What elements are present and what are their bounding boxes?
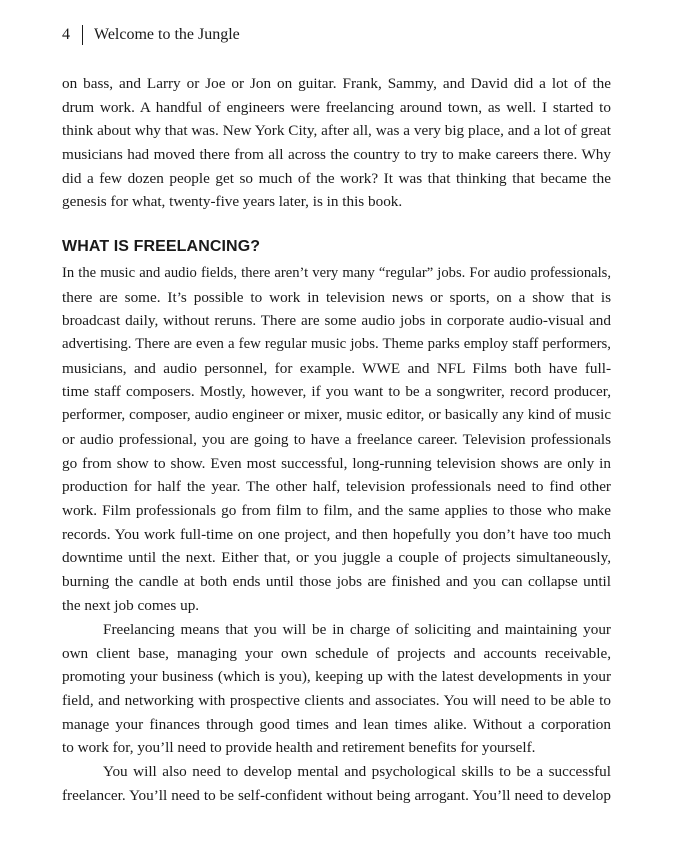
text-line: advertising. There are even a few regular music jobs. Theme parks employ staff performers, bbox=[62, 336, 611, 353]
text-line: go from show to show. Even most successful, long-running television shows are only in bbox=[62, 454, 611, 472]
text-line: downtime until the next. Either that, or you juggle a couple of projects simultaneously, bbox=[62, 549, 611, 567]
text-line: time staff composers. Mostly, however, if you want to be a songwriter, record producer, bbox=[62, 383, 611, 401]
header-divider bbox=[82, 25, 83, 45]
paragraph-2 bbox=[62, 618, 611, 760]
text-line: field, and networking with prospective clients and associates. You will need to be able to bbox=[62, 692, 611, 710]
text-line: Freelancing means that you will be in charge of soliciting and maintaining your bbox=[103, 621, 611, 638]
running-head bbox=[62, 25, 240, 45]
text-line: to work for, you’ll need to provide health and retirement benefits for yourself. bbox=[62, 739, 536, 757]
chapter-title: Welcome to the Jungle bbox=[94, 26, 240, 43]
text-line: performer, composer, audio engineer or mixer, music editor, or basically any kind of music bbox=[62, 407, 611, 424]
text-line: burning the candle at both ends until those jobs are finished and you can collapse until bbox=[62, 572, 611, 590]
text-line: manage your finances through good times and lean times alike. Without a corporation bbox=[62, 715, 611, 733]
text-line: own client base, managing your own schedule of projects and accounts receivable, bbox=[62, 644, 611, 662]
text-line: musicians had moved there from all across the country to try to make careers there. Why bbox=[62, 146, 611, 164]
paragraph-1 bbox=[62, 262, 611, 617]
text-line: production for half the year. The other half, television professionals need to find other bbox=[62, 478, 611, 496]
text-line: there are some. It’s possible to work in television news or sports, on a show that is bbox=[62, 288, 611, 306]
text-line: drum work. A handful of engineers were freelancing around town, as well. I started to bbox=[62, 98, 611, 116]
text-line: In the music and audio fields, there aren’t very many “regular” jobs. For audio professionals, bbox=[62, 265, 611, 281]
text-line: You will also need to develop mental and psychological skills to be a successful bbox=[103, 763, 611, 780]
text-line: work. Film professionals go from film to film, and the same applies to those who make bbox=[62, 501, 611, 519]
text-line: on bass, and Larry or Joe or Jon on guitar. Frank, Sammy, and David did a lot of the bbox=[62, 75, 611, 92]
text-line: did a few dozen people get so much of the work? It was that thinking that became the bbox=[62, 169, 611, 187]
section-heading: WHAT IS FREELANCING? bbox=[62, 238, 261, 255]
text-line: freelancer. You’ll need to be self-confident without being arrogant. You’ll need to develop bbox=[62, 786, 611, 804]
text-line: or audio professional, you are going to have a freelance career. Television professionals bbox=[62, 430, 611, 448]
text-line: musicians, and audio personnel, for example. WWE and NFL Films both have full- bbox=[62, 359, 611, 377]
text-line: genesis for what, twenty-five years later, is in this book. bbox=[62, 193, 403, 211]
text-line: promoting your business (which is you), keeping up with the latest developments in your bbox=[62, 668, 611, 686]
page-number: 4 bbox=[62, 26, 70, 43]
text-line: records. You work full-time on one project, and then hopefully you don’t have too much bbox=[62, 525, 611, 543]
text-line: the next job comes up. bbox=[62, 596, 200, 614]
text-line: broadcast daily, without reruns. There are some audio jobs in corporate audio-visual and bbox=[62, 312, 611, 330]
text-line: think about why that was. New York City, after all, was a very big place, and a lot of great bbox=[62, 122, 611, 140]
intro-paragraph bbox=[62, 72, 611, 214]
paragraph-3 bbox=[62, 760, 611, 807]
